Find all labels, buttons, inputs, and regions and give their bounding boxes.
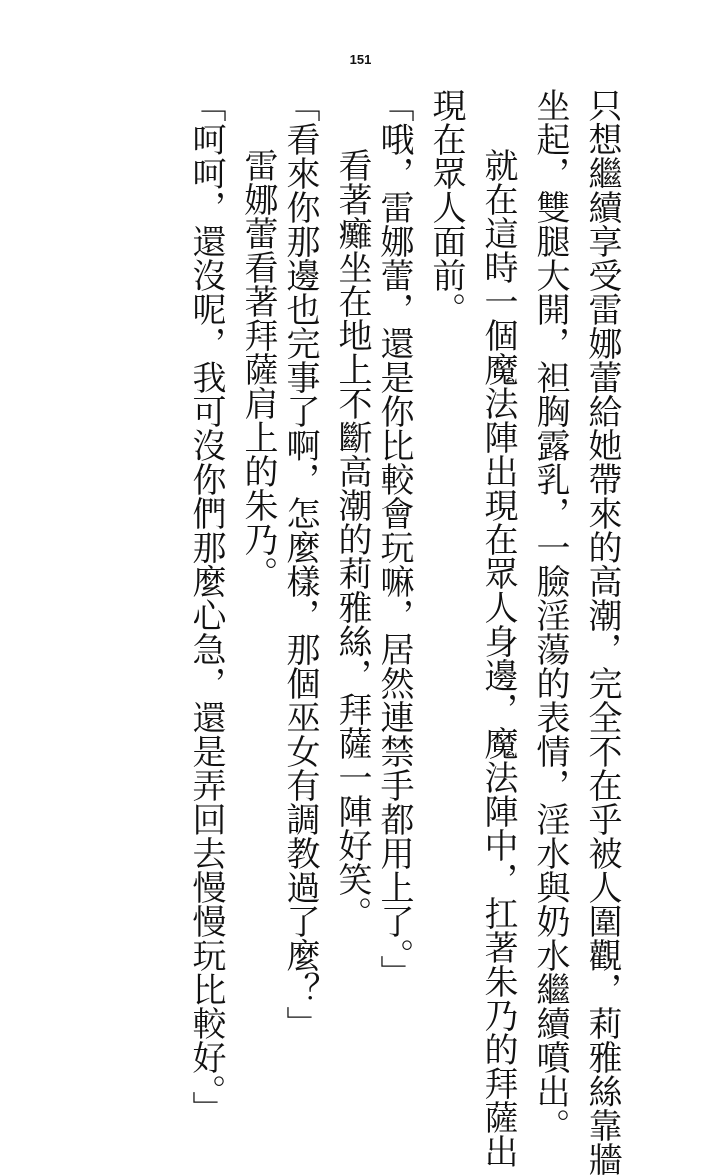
text-line-9: 「呵呵，還沒呢，我可沒你們那麼心急，還是弄回去慢慢玩比較好。」 (186, 88, 226, 1125)
text-line-7: 「看來你那邊也完事了啊，怎麼樣，那個巫女有調教過了麼？」 (280, 88, 320, 1040)
text-line-8: 雷娜蕾看著拜薩肩上的朱乃。 (238, 148, 278, 590)
text-line-5: 「哦，雷娜蕾，還是你比較會玩嘛，居然連禁手都用上了。」 (374, 88, 414, 989)
text-line-2: 坐起，雙腿大開，袒胸露乳，一臉淫蕩的表情，淫水與奶水繼續噴出。 (530, 88, 570, 1142)
text-line-4: 現在眾人面前。 (426, 88, 466, 326)
text-line-6: 看著癱坐在地上不斷高潮的莉雅絲，拜薩一陣好笑。 (332, 148, 372, 930)
page-number: 151 (349, 52, 372, 67)
text-line-3: 就在這時一個魔法陣出現在眾人身邊，魔法陣中，扛著朱乃的拜薩出 (478, 148, 518, 1168)
text-line-1: 只想繼續享受雷娜蕾給她帶來的高潮，完全不在乎被人圍觀，莉雅絲靠牆 (582, 88, 622, 1176)
